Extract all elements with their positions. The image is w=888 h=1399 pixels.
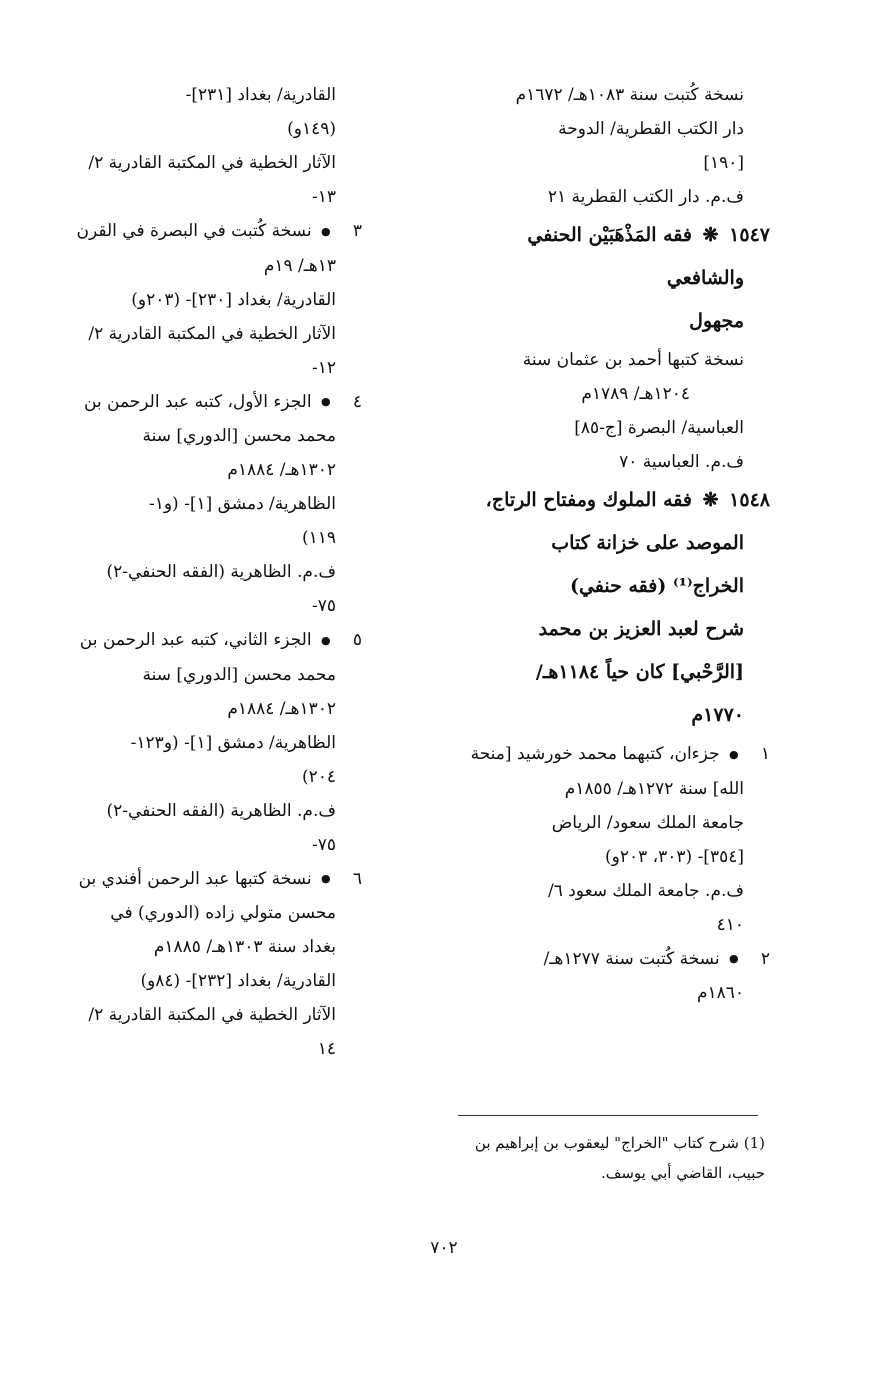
text-line: [٣٥٤]- (٣٠٣، ٢٠٣و): [604, 846, 744, 867]
text-line: جامعة الملك سعود/ الرياض: [551, 812, 744, 833]
text-line: العباسية/ البصرة [ج-٨٥]: [574, 418, 744, 438]
text-line: الظاهرية/ دمشق [١]- (و١-: [148, 494, 336, 514]
text-line: ١٢-: [311, 357, 336, 378]
page-number: ٧٠٢: [430, 1238, 458, 1258]
entry-number: ١٥٤٧: [729, 224, 770, 246]
text-line: ٢٠٤): [301, 766, 336, 787]
entry-author: ١٧٧٠م: [691, 704, 744, 726]
text-line: ٧٥-: [311, 596, 336, 616]
text-line: [١٩٠]: [703, 153, 744, 173]
star-icon: ❋: [702, 224, 719, 246]
text-line: ١٨٦٠م: [696, 983, 744, 1003]
text-line: الآثار الخطية في المكتبة القادرية ٢/: [88, 323, 336, 344]
bullet-icon: ●: [728, 747, 739, 761]
star-icon: ❋: [702, 489, 719, 511]
text-line: القادرية/ بغداد [٢٣٠]- (٢٠٣و): [131, 289, 336, 310]
text-line: نسخة كُتبت في البصرة في القرن: [76, 221, 312, 241]
entry-1548-heading: [420, 479, 770, 522]
text-line: محسن متولي زاده (الدوري) في: [110, 903, 336, 923]
text-line: ١٣هـ/ ١٩م: [263, 255, 336, 276]
bullet-icon: ●: [320, 224, 331, 238]
copy-line: [40, 385, 362, 420]
text-line: نسخة كُتبت سنة ١٢٧٧هـ/: [543, 948, 720, 969]
entry-title: فقه المَذْهَبَيْن الحنفي: [527, 224, 692, 246]
entry-1547-heading: [420, 214, 770, 257]
text-line: ١١٩): [301, 528, 336, 548]
text-line: نسخة كُتبت سنة ١٠٨٣هـ/ ١٦٧٢م: [515, 85, 744, 105]
text-line: القادرية/ بغداد [٢٣١]-: [185, 85, 336, 105]
text-line: الله] سنة ١٢٧٢هـ/ ١٨٥٥م: [564, 778, 744, 799]
right-column: [420, 78, 770, 1010]
text-line: ١٣٠٢هـ/ ١٨٨٤م: [227, 698, 336, 719]
left-column: [40, 78, 362, 1066]
text-line: ف.م. الظاهرية (الفقه الحنفي-٢): [106, 562, 336, 582]
footnote-divider: [458, 1115, 758, 1116]
copy-line: [40, 214, 362, 249]
text-line: جزءان، كتبهما محمد خورشيد [منحة: [470, 744, 720, 764]
copy-number: ٥: [352, 630, 362, 650]
text-line: الجزء الأول، كتبه عبد الرحمن بن: [83, 391, 312, 412]
text-line: نسخة كتبها أحمد بن عثمان سنة: [522, 350, 744, 370]
text-line: ٧٥-: [311, 834, 336, 855]
text-line: الآثار الخطية في المكتبة القادرية ٢/: [88, 153, 336, 173]
text-line: (١٤٩و): [287, 119, 336, 139]
entry-author: [الرَّحْبي] كان حياً ١١٨٤هـ/: [535, 661, 744, 683]
copy-number: ٢: [760, 948, 770, 969]
text-line: بغداد سنة ١٣٠٣هـ/ ١٨٨٥م: [153, 937, 336, 957]
entry-number: ١٥٤٨: [729, 489, 770, 511]
text-line: ١٢٠٤هـ/ ١٧٨٩م: [581, 384, 690, 404]
entry-title: الخراج⁽¹⁾ (فقه حنفي): [569, 575, 744, 597]
text-line: القادرية/ بغداد [٢٣٢]- (٨٤و): [140, 971, 336, 991]
bullet-icon: ●: [728, 952, 739, 965]
text-line: محمد محسن [الدوري] سنة: [142, 426, 336, 446]
entry-title: والشافعي: [666, 267, 744, 289]
copy-number: ٤: [352, 391, 362, 412]
footnote: [420, 1128, 765, 1188]
entry-title: فقه الملوك ومفتاح الرتاج،: [485, 489, 692, 511]
copy-line: [40, 623, 362, 658]
text-line: ف.م. دار الكتب القطرية ٢١: [547, 187, 744, 207]
copy-line: [420, 942, 770, 977]
copy-number: ١: [760, 744, 770, 764]
text-line: الآثار الخطية في المكتبة القادرية ٢/: [88, 1005, 336, 1025]
text-line: ٤١٠: [716, 914, 744, 935]
bullet-icon: ●: [320, 395, 331, 408]
text-line: الجزء الثاني، كتبه عبد الرحمن بن: [79, 630, 312, 650]
text-line: دار الكتب القطرية/ الدوحة: [558, 119, 744, 139]
text-line: ١٣٠٢هـ/ ١٨٨٤م: [227, 460, 336, 480]
copy-line: [420, 737, 770, 772]
footnote-text: شرح كتاب "الخراج" ليعقوب بن إبراهيم بن: [474, 1134, 739, 1152]
text-line: ف.م. العباسية ٧٠: [619, 452, 744, 472]
footnote-line: [420, 1128, 765, 1158]
text-line: محمد محسن [الدوري] سنة: [142, 664, 336, 685]
text-line: ١٣-: [311, 187, 336, 207]
bullet-icon: ●: [320, 872, 331, 885]
footnote-line: حبيب، القاضي أبي يوسف.: [601, 1164, 765, 1182]
text-line: الظاهرية/ دمشق [١]- (و١٢٣-: [130, 732, 336, 753]
entry-author: مجهول: [689, 310, 744, 332]
copy-number: ٣: [352, 221, 362, 241]
text-line: ف.م. جامعة الملك سعود ٦/: [547, 880, 744, 901]
copy-line: [40, 862, 362, 897]
entry-title: الموصد على خزانة كتاب: [551, 532, 744, 554]
bullet-icon: ●: [320, 633, 331, 647]
text-line: ف.م. الظاهرية (الفقه الحنفي-٢): [106, 800, 336, 821]
text-line: نسخة كتبها عبد الرحمن أفندي بن: [78, 868, 312, 889]
footnote-marker: (1): [743, 1134, 765, 1152]
entry-author: شرح لعبد العزيز بن محمد: [538, 618, 744, 640]
copy-number: ٦: [352, 868, 362, 889]
text-line: ١٤: [317, 1039, 336, 1059]
